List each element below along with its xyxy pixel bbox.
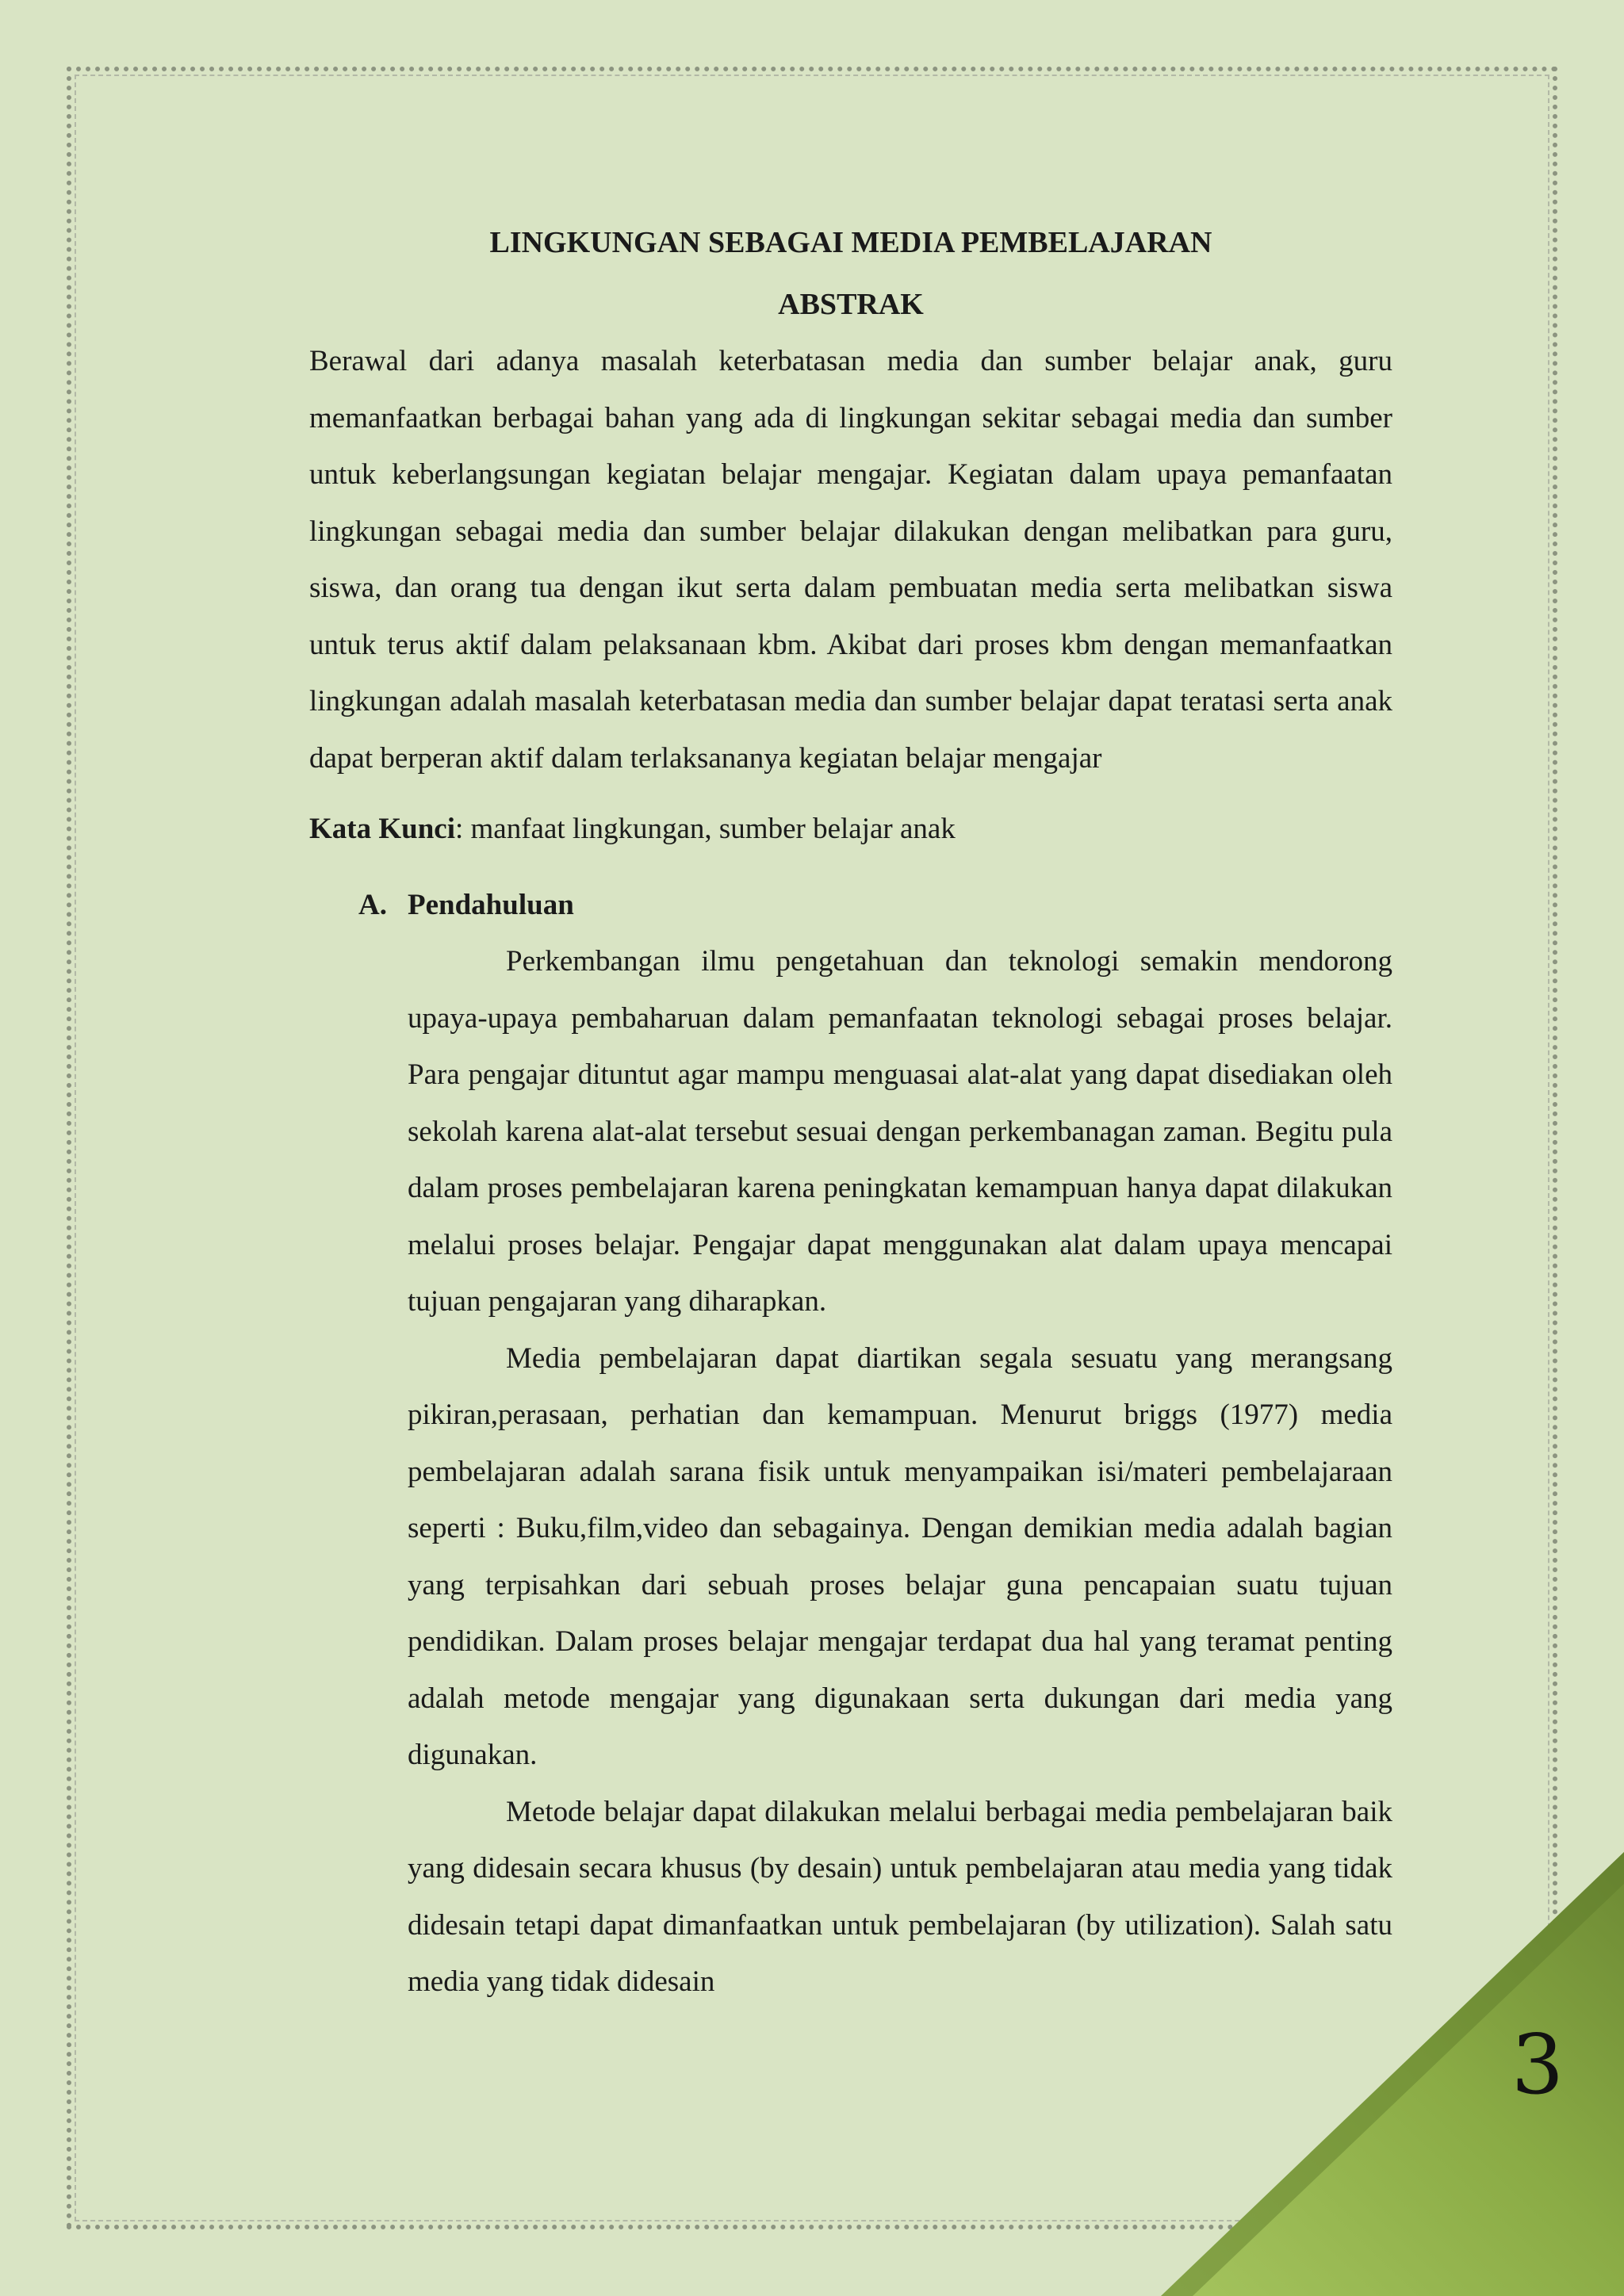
section-a-number: A. — [358, 888, 387, 921]
keywords-line — [309, 801, 1392, 858]
section-a-body — [408, 933, 1392, 2011]
section-a-heading — [358, 877, 1392, 934]
document-content — [309, 214, 1392, 2011]
section-a-title: Pendahuluan — [408, 888, 574, 921]
abstract-heading: ABSTRAK — [778, 288, 924, 321]
section-a-paragraph-3: Metode belajar dapat dilakukan melalui berbagai media pembelajaran baik yang didesain secara khusus (by desain) untuk pembelajaran atau media yang tidak didesain tetapi dapat dimanfaatkan untuk pembelajaran (by utilization). Salah satu media yang tidak didesain — [408, 1795, 1392, 1998]
section-a-paragraph-2: Media pembelajaran dapat diartikan segala sesuatu yang merangsang pikiran,perasaan, perhatian dan kemampuan. Menurut briggs (1977) media pembelajaran adalah sarana fisik untuk menyampaikan isi/materi pembelajaraan seperti : Buku,film,video dan sebagainya. Dengan demikian media adalah bagian yang terpisahkan dari sebuah proses belajar guna pencapaian suatu tujuan pendidikan. Dalam proses belajar mengajar terdapat dua hal yang teramat penting adalah metode mengajar yang digunakaan serta dukungan dari media yang digunakan. — [408, 1341, 1392, 1771]
section-a-paragraph-1: Perkembangan ilmu pengetahuan dan teknologi semakin mendorong upaya-upaya pembaharuan dalam pemanfaatan teknologi sebagai proses belajar. Para pengajar dituntut agar mampu menguasai alat-alat yang dapat disediakan oleh sekolah karena alat-alat tersebut sesuai dengan perkembanagan zaman. Begitu pula dalam proses pembelajaran karena peningkatan kemampuan hanya dapat dilakukan melalui proses belajar. Pengajar dapat menggunakan alat dalam upaya mencapai tujuan pengajaran yang diharapkan. — [408, 945, 1392, 1318]
keywords-label: Kata Kunci — [309, 813, 455, 845]
page-number: 3 — [1511, 2016, 1564, 2113]
document-title: LINGKUNGAN SEBAGAI MEDIA PEMBELAJARAN — [489, 226, 1212, 259]
keywords-text: : manfaat lingkungan, sumber belajar anak — [455, 813, 956, 845]
abstract-body: Berawal dari adanya masalah keterbatasan media dan sumber belajar anak, guru memanfaatkan berbagai bahan yang ada di lingkungan sekitar sebagai media dan sumber untuk keberlangsungan kegiatan belajar mengajar. Kegiatan dalam upaya pemanfaatan lingkungan sebagai media dan sumber belajar dilakukan dengan melibatkan para guru, siswa, dan orang tua dengan ikut serta dalam pembuatan media serta melibatkan siswa untuk terus aktif dalam pelaksanaan kbm. Akibat dari proses kbm dengan memanfaatkan lingkungan adalah masalah keterbatasan media dan sumber belajar dapat teratasi serta anak dapat berperan aktif dalam terlaksananya kegiatan belajar mengajar — [309, 345, 1392, 775]
